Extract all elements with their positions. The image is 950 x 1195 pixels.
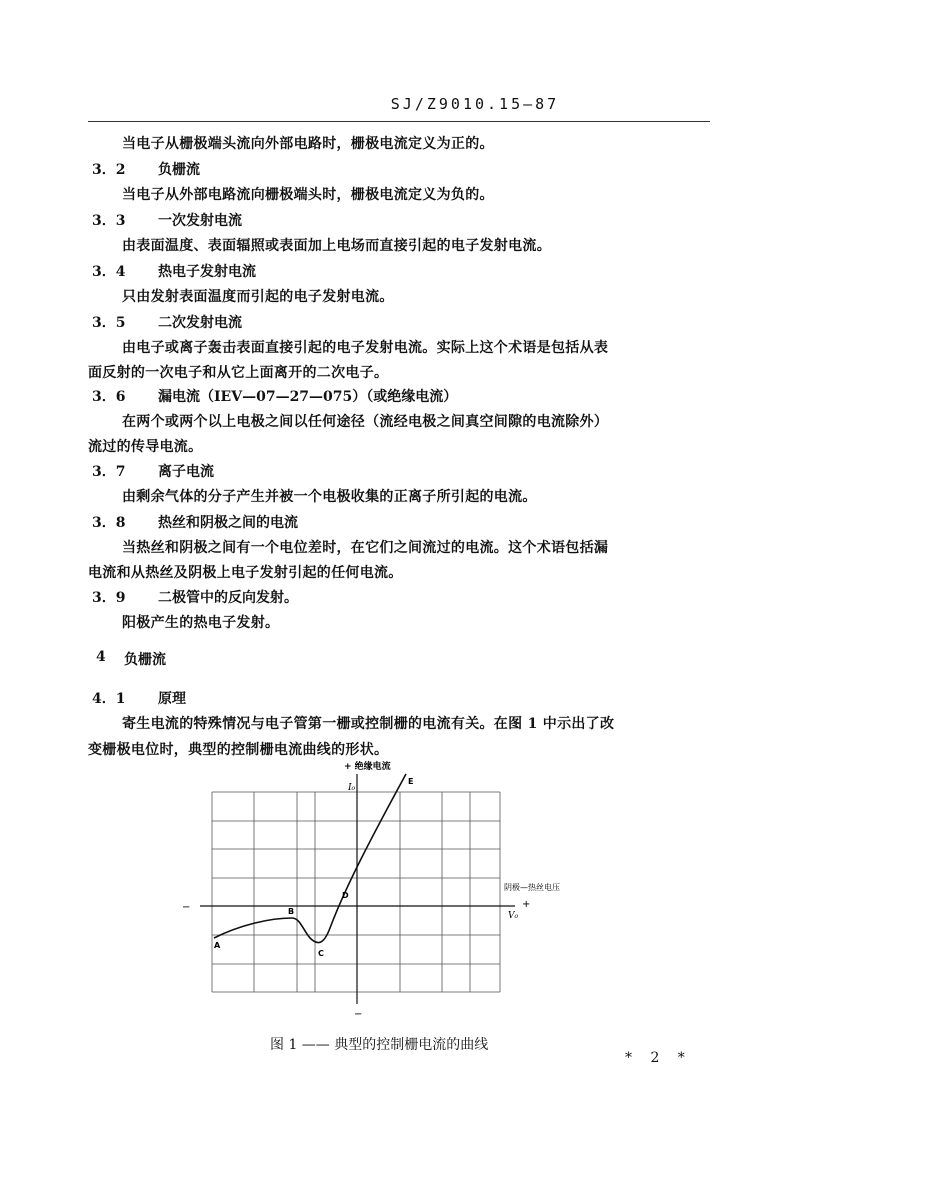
- body-line: 电流和从热丝及阴极上电子发射引起的任何电流。: [88, 565, 403, 581]
- figure-caption: 图 1 —— 典型的控制栅电流的曲线: [270, 1037, 489, 1053]
- x-axis-minus: −: [182, 902, 191, 913]
- section-number: 3．2: [92, 162, 126, 178]
- section-number: 3．3: [92, 213, 126, 229]
- section-number: 3．5: [92, 315, 126, 331]
- x-axis-plus: +: [522, 899, 531, 910]
- figure-gridlines: [212, 792, 500, 992]
- x-axis-symbol: V₀: [508, 911, 519, 921]
- section-title: 漏电流（IEV—07—27—075）（或绝缘电流）: [158, 389, 458, 405]
- figure-svg: [170, 760, 570, 1020]
- figure-grid-current: [170, 760, 570, 1020]
- y-axis-top-label: + 绝缘电流: [344, 762, 391, 772]
- body-line: 只由发射表面温度而引起的电子发射电流。: [122, 289, 394, 305]
- body-line: 由表面温度、表面辐照或表面加上电场而直接引起的电子发射电流。: [122, 238, 551, 254]
- x-axis-label: 阴极—热丝电压: [504, 883, 560, 892]
- page-header-code: SJ/Z9010.15—87: [390, 95, 560, 113]
- page-number: * 2 *: [625, 1050, 685, 1066]
- body-line: 由电子或离子轰击表面直接引起的电子发射电流。实际上这个术语是包括从表: [122, 340, 609, 356]
- section-title: 负栅流: [124, 652, 166, 668]
- section-title: 热电子发射电流: [158, 264, 256, 280]
- body-line: 当热丝和阴极之间有一个电位差时，在它们之间流过的电流。这个术语包括漏: [122, 540, 609, 556]
- section-number: 3．6: [92, 389, 126, 405]
- section-title: 热丝和阴极之间的电流: [158, 515, 298, 531]
- section-number: 3．8: [92, 515, 126, 531]
- section-number: 4．1: [92, 691, 126, 707]
- section-title: 二次发射电流: [158, 315, 242, 331]
- section-number: 3．4: [92, 264, 126, 280]
- body-line: 阳极产生的热电子发射。: [122, 615, 280, 631]
- section-title: 负栅流: [158, 162, 200, 178]
- header-rule: [88, 121, 710, 122]
- grid-current-curve: [214, 774, 406, 943]
- body-line: 当电子从栅极端头流向外部电路时，栅极电流定义为正的。: [122, 136, 494, 152]
- section-title: 原理: [158, 691, 186, 707]
- y-axis-minus: −: [354, 1009, 363, 1020]
- section-title: 一次发射电流: [158, 213, 242, 229]
- point-label-c: C: [318, 949, 324, 958]
- section-title: 离子电流: [158, 464, 214, 480]
- section-title: 二极管中的反向发射。: [158, 590, 298, 606]
- point-label-d: D: [342, 891, 349, 900]
- body-line: 由剩余气体的分子产生并被一个电极收集的正离子所引起的电流。: [122, 489, 537, 505]
- section-number: 3．7: [92, 464, 126, 480]
- point-label-b: B: [288, 907, 295, 916]
- body-line: 在两个或两个以上电极之间以任何途径（流经电极之间真空间隙的电流除外）: [122, 414, 609, 430]
- body-line: 寄生电流的特殊情况与电子管第一栅或控制栅的电流有关。在图 1 中示出了改: [122, 716, 615, 732]
- section-number: 4: [96, 649, 106, 665]
- point-label-a: A: [214, 941, 221, 950]
- point-label-e: E: [408, 777, 414, 786]
- section-number: 3．9: [92, 590, 126, 606]
- body-line: 面反射的一次电子和从它上面离开的二次电子。: [88, 365, 389, 381]
- y-axis-symbol: I₀: [348, 783, 356, 793]
- body-line: 流过的传导电流。: [88, 439, 203, 455]
- body-line: 变栅极电位时，典型的控制栅电流曲线的形状。: [88, 742, 389, 758]
- body-line: 当电子从外部电路流向栅极端头时，栅极电流定义为负的。: [122, 187, 494, 203]
